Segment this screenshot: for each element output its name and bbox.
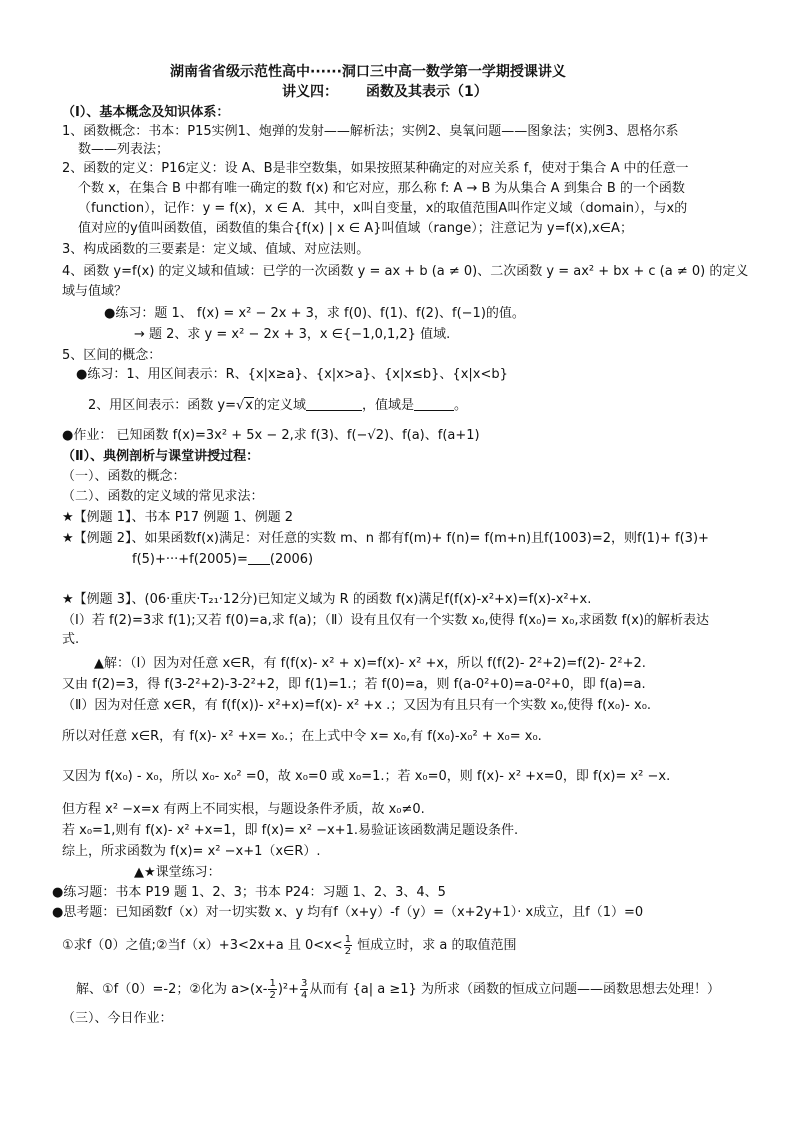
example-2-answer: (2006) bbox=[269, 552, 314, 567]
example-1: ★【例题 1】、书本 P17 例题 1、例题 2 bbox=[62, 510, 294, 525]
fraction-denominator: 2 bbox=[344, 946, 352, 957]
range-answer-blank bbox=[414, 398, 454, 411]
lecture-number: 讲义四： bbox=[282, 84, 338, 100]
fraction-numerator: 1 bbox=[269, 978, 276, 989]
paragraph-1-line-1: 1、函数概念：书本：P15实例1、炮弹的发射——解析法；实例2、臭氧问题——图象法；实例3、恩格尔系 bbox=[62, 124, 679, 139]
example-2-line-1: ★【例题 2】、如果函数f(x)满足：对任意的实数 m、n 都有f(m)+ f(n)= f(m+n)且f(1003)=2，则f(1)+ f(3)+ bbox=[62, 531, 709, 546]
solution-line-6: 但方程 x² −x=x 有两上不同实根，与题设条件矛质，故 x₀≠0. bbox=[62, 802, 425, 817]
solution-line-5: 又因为 f(x₀) - x₀，所以 x₀- x₀² =0，故 x₀=0 或 x₀=1.；若 x₀=0，则 f(x)- x² +x=0，即 f(x)= x² −x. bbox=[62, 769, 671, 784]
answer-text-start: 解、①f（0）=-2；②化为 a>(x- bbox=[76, 982, 268, 997]
answer-line bbox=[76, 978, 720, 1001]
fraction-numerator: 1 bbox=[344, 934, 352, 945]
section-2-part-2: （二）、函数的定义域的常见求法： bbox=[62, 489, 264, 504]
interval-exercise-2-end: 。 bbox=[454, 398, 468, 413]
example-2-answer-blank bbox=[248, 552, 270, 565]
fraction-three-quarters bbox=[300, 978, 308, 1001]
paragraph-1-line-2: 数——列表法； bbox=[78, 142, 170, 157]
lecture-topic: 函数及其表示（1） bbox=[366, 84, 488, 100]
section-2-part-1: （一）、函数的概念： bbox=[62, 469, 186, 484]
thinking-question-parts bbox=[62, 934, 516, 957]
interval-exercise-2 bbox=[88, 397, 467, 415]
fraction-numerator: 3 bbox=[301, 978, 308, 989]
paragraph-2-line-3: （function），记作：y = f(x)，x ∈ A．其中，x叫自变量，x的取值范围A叫作定义域（domain），与x的 bbox=[78, 201, 688, 216]
interval-exercise-2-domain-label: 的定义域 bbox=[254, 398, 307, 413]
interval-exercise-2-range-label: ，值域是 bbox=[362, 398, 415, 413]
section-2-heading: （Ⅱ）、典例剖析与课堂讲授过程： bbox=[62, 449, 260, 464]
sqrt-sign-icon: √ bbox=[236, 398, 245, 413]
paragraph-2-line-2: 个数 x，在集合 B 中都有唯一确定的数 f(x) 和它对应，那么称 f: A → B 为从集合 A 到集合 B 的一个函数 bbox=[78, 181, 685, 196]
paragraph-2-line-1: 2、函数的定义：P16定义：设 A、B是非空数集，如果按照某种确定的对应关系 f，使对于集合 A 中的任意一 bbox=[62, 161, 689, 176]
answer-text-middle: )²+ bbox=[277, 982, 300, 997]
paragraph-4-line-1: 4、函数 y=f(x) 的定义域和值域：已学的一次函数 y = ax + b (a ≠ 0)、二次函数 y = ax² + bx + c (a ≠ 0) 的定义 bbox=[62, 264, 749, 279]
paragraph-2-line-4: 值对应的y值叫函数值，函数值的集合{f(x) | x ∈ A}叫值域（range）；注意记为 y=f(x),x∈A； bbox=[78, 221, 633, 236]
example-2-line-2 bbox=[132, 551, 313, 569]
homework-line: ●作业： 已知函数 f(x)=3x² + 5x − 2,求 f(3)、f(−√2)、f(a)、f(a+1) bbox=[62, 428, 480, 443]
domain-answer-blank bbox=[306, 398, 362, 411]
solution-line-3: （Ⅱ）因为对任意 x∈R，有 f(f(x))- x²+x)=f(x)- x² +x .；又因为有且只有一个实数 x₀,使得 f(x₀)- x₀. bbox=[62, 698, 652, 713]
paragraph-5: 5、区间的概念： bbox=[62, 348, 162, 363]
interval-exercise-1: ●练习：1、用区间表示：R、{x|x≥a}、{x|x>a}、{x|x≤b}、{x|x<b} bbox=[76, 367, 508, 382]
example-2-sum: f(5)+···+f(2005)= bbox=[132, 552, 248, 567]
fraction-denominator: 4 bbox=[301, 990, 308, 1001]
solution-line-2: 又由 f(2)=3，得 f(3-2²+2)-3-2²+2，即 f(1)=1.；若 f(0)=a，则 f(a-0²+0)=a-0²+0，即 f(a)=a. bbox=[62, 677, 646, 692]
solution-line-1: ▲解：（Ⅰ）因为对任意 x∈R，有 f(f(x)- x² + x)=f(x)- x² +x，所以 f(f(2)- 2²+2)=f(2)- 2²+2. bbox=[94, 656, 646, 671]
solution-line-8: 综上，所求函数为 f(x)= x² −x+1（x∈R）. bbox=[62, 844, 321, 859]
section-2-part-3: （三）、今日作业： bbox=[62, 1011, 173, 1026]
paragraph-4-line-2: 域与值域？ bbox=[62, 284, 128, 299]
example-3-line-1: ★【例题 3】、(06·重庆·T₂₁·12分)已知定义域为 R 的函数 f(x)满足f(f(x)-x²+x)=f(x)-x²+x. bbox=[62, 592, 592, 607]
fraction-one-half-answer bbox=[268, 978, 276, 1001]
answer-text-end: 从而有 {a| a ≥1} 为所求（函数的恒成立问题——函数思想去处理！） bbox=[309, 982, 720, 997]
sqrt-radicand: x bbox=[245, 398, 253, 413]
document-title: 湖南省省级示范性高中······洞口三中高一数学第一学期授课讲义 bbox=[170, 64, 566, 80]
example-3-line-2: （Ⅰ）若 f(2)=3求 f(1);又若 f(0)=a,求 f(a)；（Ⅱ）设有且仅有一个实数 x₀,使得 f(x₀)= x₀,求函数 f(x)的解析表达 bbox=[62, 613, 709, 628]
solution-line-7: 若 x₀=1,则有 f(x)- x² +x=1，即 f(x)= x² −x+1.易验证该函数满足题设条件. bbox=[62, 823, 519, 838]
thinking-question-text: ①求f（0）之值;②当f（x）+3<2x+a 且 0<x< bbox=[62, 938, 343, 953]
section-1-heading: （Ⅰ）、基本概念及知识体系： bbox=[62, 105, 230, 120]
interval-exercise-2-prefix: 2、用区间表示：函数 y= bbox=[88, 398, 236, 413]
paragraph-3: 3、构成函数的三要素是：定义域、值域、对应法则。 bbox=[62, 242, 370, 257]
class-exercise-heading: ▲★课堂练习： bbox=[134, 865, 221, 880]
fraction-denominator: 2 bbox=[269, 990, 276, 1001]
thinking-question-text-end: 恒成立时，求 a 的取值范围 bbox=[353, 938, 517, 953]
class-exercise: ●练习题：书本 P19 题 1、2、3；书本 P24：习题 1、2、3、4、5 bbox=[52, 885, 446, 900]
example-3-line-3: 式. bbox=[62, 632, 80, 647]
solution-line-4: 所以对任意 x∈R，有 f(x)- x² +x= x₀.；在上式中令 x= x₀,有 f(x₀)-x₀² + x₀= x₀. bbox=[62, 729, 542, 744]
exercise-question-1: ●练习：题 1、 f(x) = x² − 2x + 3，求 f(0)、f(1)、f(2)、f(−1)的值。 bbox=[104, 306, 525, 321]
thinking-question: ●思考题：已知函数f（x）对一切实数 x、y 均有f（x+y）-f（y）=（x+2y+1）· x成立，且f（1）=0 bbox=[52, 905, 644, 920]
exercise-question-2: → 题 2、求 y = x² − 2x + 3，x ∈{−1,0,1,2} 值域. bbox=[134, 327, 451, 342]
fraction-one-half bbox=[344, 934, 352, 957]
